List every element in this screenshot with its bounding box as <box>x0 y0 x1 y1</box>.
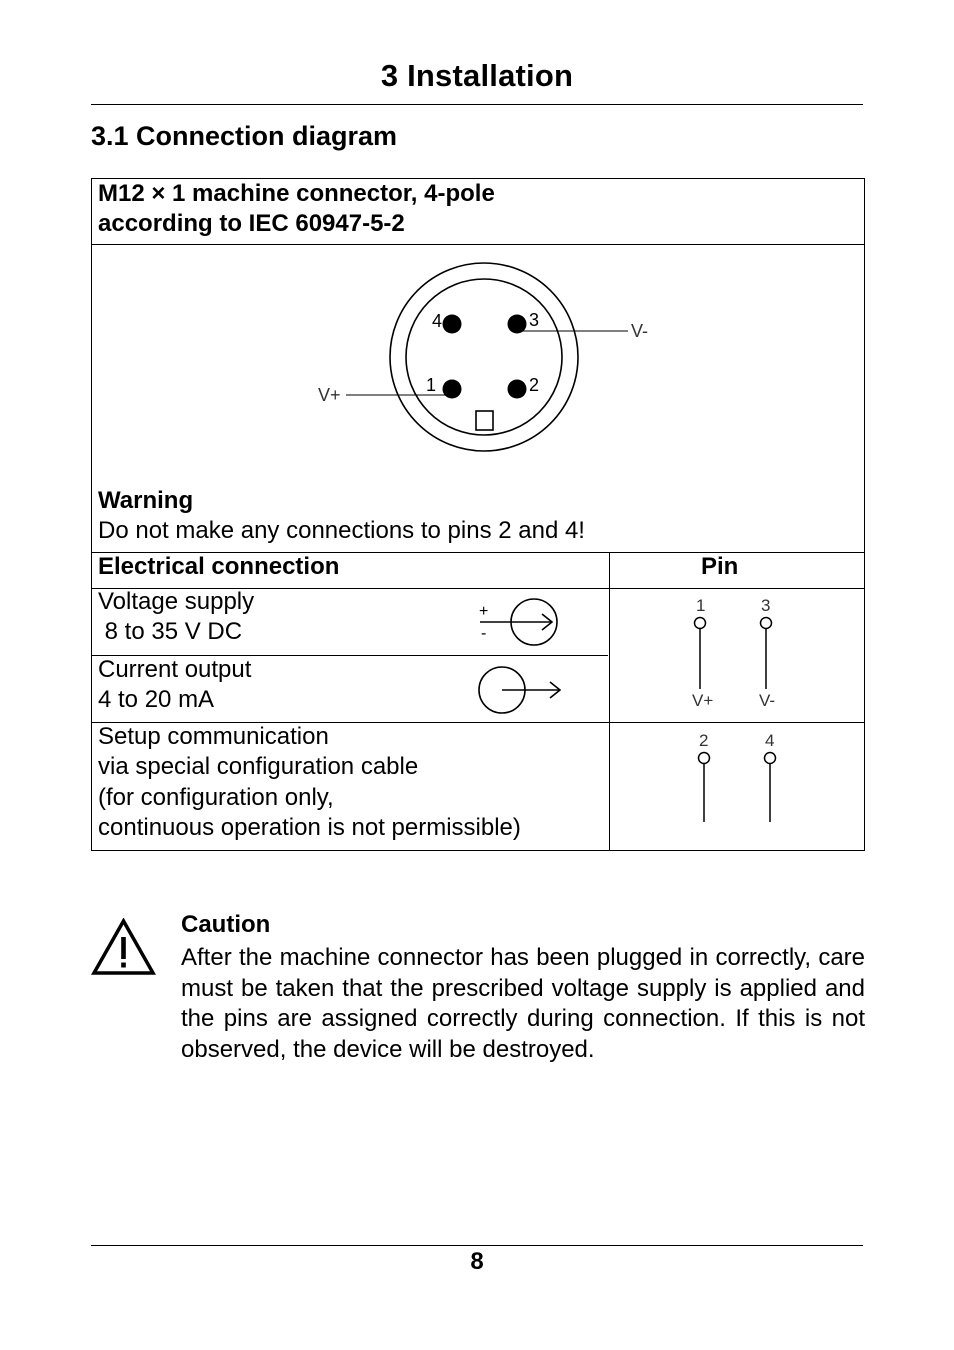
connector-title-line1: M12 × 1 machine connector, 4-pole <box>98 180 495 207</box>
voltage-source-icon <box>472 597 562 649</box>
row-current-output-line2: 4 to 20 mA <box>98 686 215 713</box>
minus-sign: - <box>481 625 487 642</box>
page-number: 8 <box>470 1248 484 1275</box>
pin-4-dot <box>443 315 462 334</box>
caution-heading: Caution <box>181 911 271 938</box>
row-setup-line3: (for configuration only, <box>98 784 334 811</box>
vplus-label: V+ <box>318 385 341 405</box>
connector-pinout-diagram <box>92 245 864 485</box>
section-title: 3.1 Connection diagram <box>91 121 398 151</box>
pin-group-2-diagram <box>686 724 798 829</box>
pin-group-1-diagram <box>682 589 794 713</box>
pin-3-number: 3 <box>761 596 771 615</box>
header-rule <box>91 104 863 105</box>
connection-table <box>91 178 865 851</box>
row-voltage-supply-line2: 8 to 35 V DC <box>98 618 243 645</box>
caution-text: After the machine connector has been plugged in correctly, care must be taken that the prescribed voltage supply is applied and the pins are assigned correctly during connection. If this is not observed, the device will be destroyed. <box>181 944 865 1063</box>
pin-1-vplus-label: V+ <box>692 691 714 710</box>
warning-text: Do not make any connections to pins 2 and 4! <box>98 517 585 544</box>
row-setup-line2: via special configuration cable <box>98 753 419 780</box>
row-voltage-supply-line1: Voltage supply <box>98 588 255 615</box>
pin-1-number: 1 <box>696 596 706 615</box>
warning-triangle-icon <box>91 918 156 976</box>
pin-3-vminus-label: V- <box>759 691 776 710</box>
warning-heading: Warning <box>98 487 194 514</box>
current-source-icon <box>476 664 562 716</box>
plus-sign: + <box>479 603 489 620</box>
header-pin: Pin <box>701 553 739 580</box>
chapter-title: 3 Installation <box>380 58 574 93</box>
coding-key <box>476 411 493 430</box>
row-current-output-line1: Current output <box>98 656 252 683</box>
row-setup-line1: Setup communication <box>98 723 329 750</box>
pin-2-dot <box>508 380 527 399</box>
pin-4-number: 4 <box>765 731 775 750</box>
vminus-label: V- <box>631 321 649 341</box>
pin-2-label: 2 <box>529 375 540 395</box>
pin-4-label: 4 <box>432 311 443 331</box>
connector-title-line2: according to IEC 60947-5-2 <box>98 210 405 237</box>
pin-1-label: 1 <box>426 375 437 395</box>
pin-2-number: 2 <box>699 731 709 750</box>
pin-1-dot <box>443 380 462 399</box>
header-electrical-connection: Electrical connection <box>98 553 340 580</box>
footer-rule <box>91 1245 863 1246</box>
column-divider <box>609 552 610 850</box>
row-setup-line4: continuous operation is not permissible) <box>98 814 521 841</box>
pin-3-label: 3 <box>529 310 540 330</box>
